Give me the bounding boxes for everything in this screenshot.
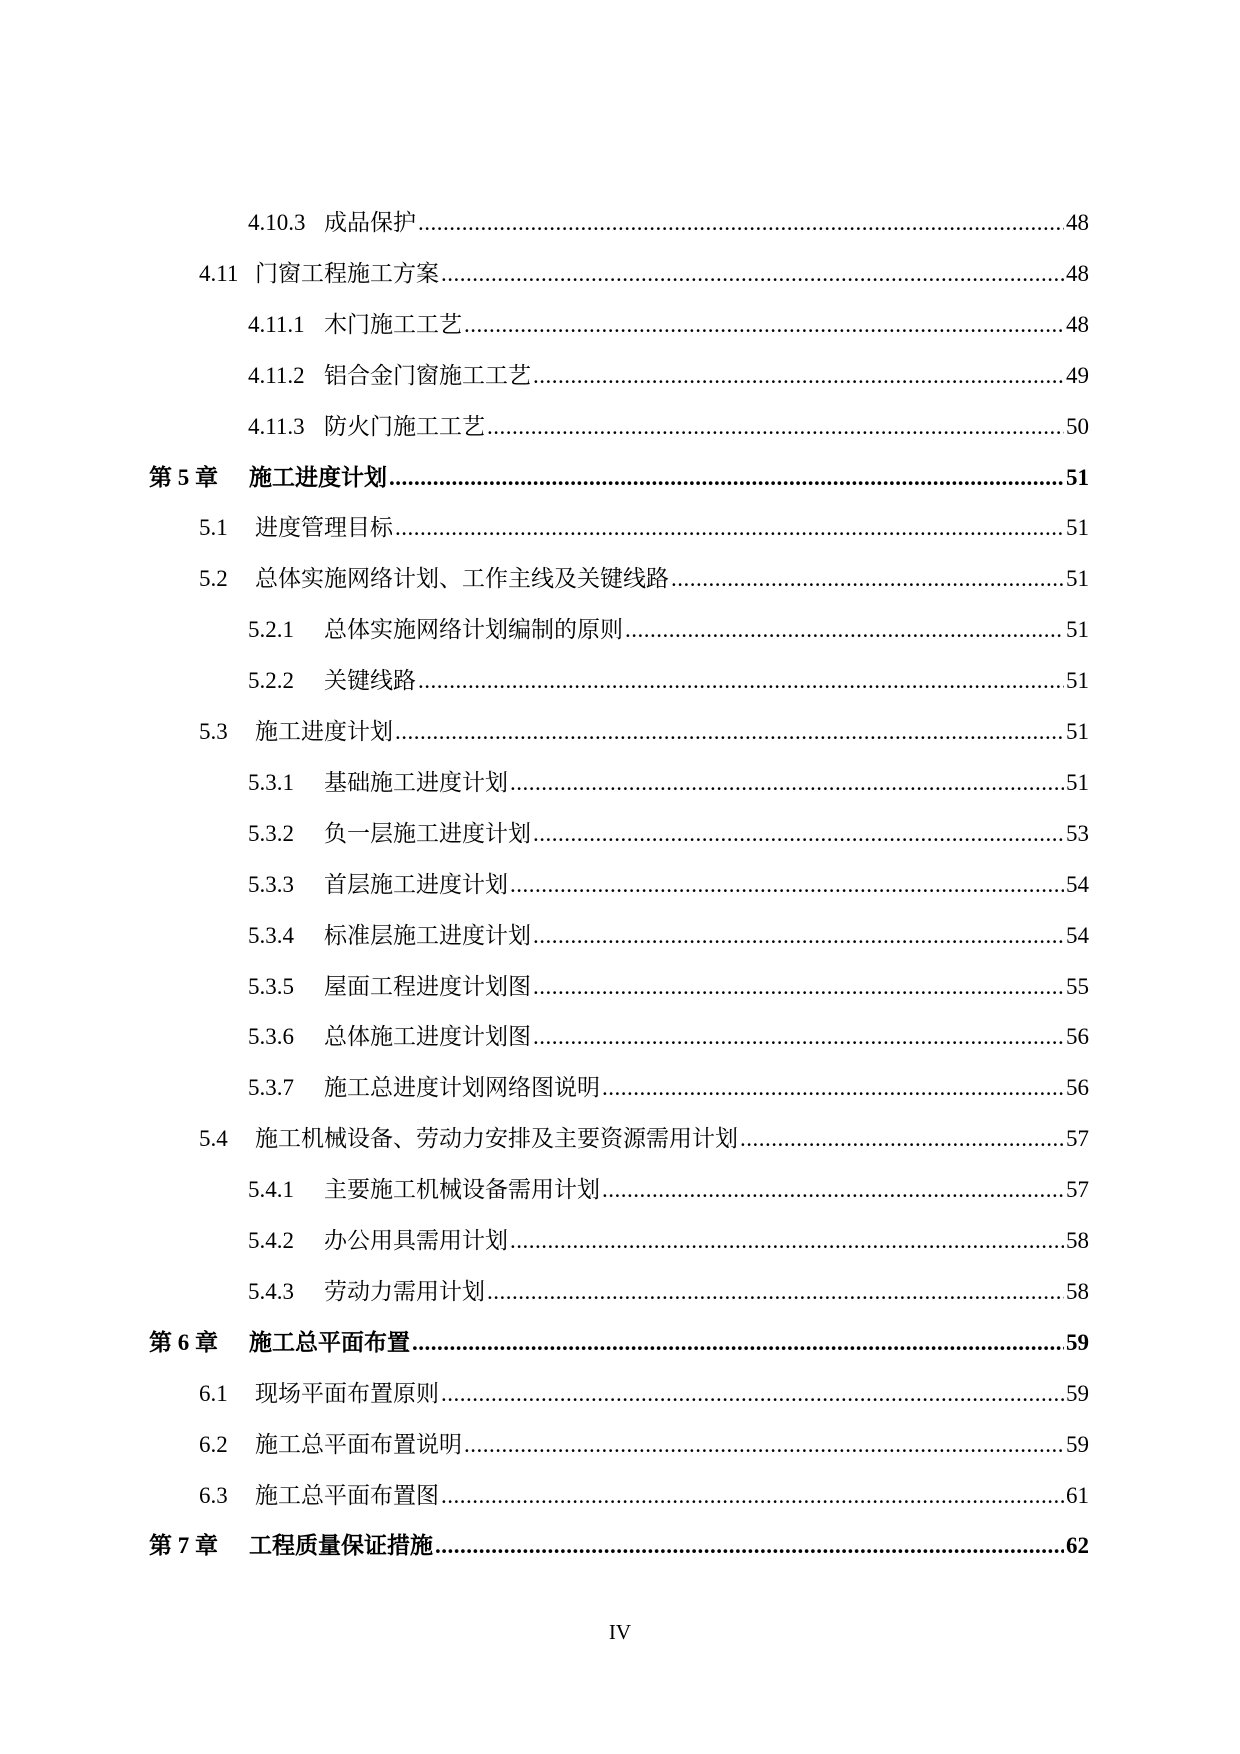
toc-leader-dots <box>671 564 1064 594</box>
toc-leader-dots <box>464 1430 1064 1460</box>
toc-leader-dots <box>602 1175 1064 1205</box>
toc-entry[interactable] <box>199 259 1089 289</box>
toc-entry-title: 施工进度计划 <box>255 719 393 744</box>
toc-leader-dots <box>533 361 1064 391</box>
toc-entry-number: 5.3.2 <box>248 820 294 846</box>
toc-entry-title: 基础施工进度计划 <box>324 769 508 795</box>
toc-entry-number: 5.3 <box>199 719 228 744</box>
toc-entry-page: 58 <box>1066 1278 1089 1304</box>
toc-entry-page: 59 <box>1066 1380 1089 1406</box>
toc-entry-number: 5.3.1 <box>248 769 294 795</box>
toc-leader-dots <box>533 972 1064 1002</box>
toc-entry[interactable] <box>248 1226 1089 1256</box>
toc-entry-page: 59 <box>1066 1329 1089 1355</box>
toc-entry-page: 51 <box>1066 769 1089 795</box>
toc-leader-dots <box>510 768 1064 798</box>
toc-entry-number: 6.2 <box>199 1431 228 1457</box>
toc-entry[interactable] <box>248 310 1089 340</box>
toc-leader-dots <box>418 208 1064 238</box>
toc-leader-dots <box>625 615 1064 645</box>
toc-leader-dots <box>441 1379 1064 1409</box>
toc-entry-title: 进度管理目标 <box>255 515 393 541</box>
toc-entry[interactable] <box>248 615 1089 645</box>
toc-entry-title: 屋面工程进度计划图 <box>324 973 531 999</box>
toc-entry-number: 5.2 <box>199 566 228 592</box>
toc-leader-dots <box>395 513 1064 543</box>
toc-entry[interactable] <box>199 564 1089 594</box>
toc-entry-number: 5.3.6 <box>248 1024 294 1050</box>
toc-entry-title: 标准层施工进度计划 <box>324 922 531 948</box>
toc-entry-title: 施工总进度计划网络图说明 <box>324 1075 600 1101</box>
toc-entry-number: 5.3.7 <box>248 1075 294 1101</box>
toc-entry-number: 5.4 <box>199 1126 228 1152</box>
toc-chapter-entry[interactable] <box>149 1531 1089 1561</box>
toc-entry-title: 总体实施网络计划编制的原则 <box>324 617 623 643</box>
toc-entry-title: 门窗工程施工方案 <box>255 260 439 286</box>
toc-leader-dots <box>487 1277 1064 1307</box>
toc-entry-title: 办公用具需用计划 <box>324 1228 508 1253</box>
toc-entry-number: 5.4.1 <box>248 1177 294 1203</box>
toc-entry-title: 施工进度计划 <box>249 464 387 490</box>
toc-entry[interactable] <box>248 921 1089 951</box>
toc-entry-page: 61 <box>1066 1482 1089 1508</box>
toc-entry-title: 主要施工机械设备需用计划 <box>324 1177 600 1203</box>
toc-entry[interactable] <box>248 972 1089 1002</box>
toc-entry-number: 6.3 <box>199 1482 228 1508</box>
toc-entry-title: 防火门施工工艺 <box>324 413 485 439</box>
toc-entry-page: 51 <box>1066 617 1089 643</box>
toc-leader-dots <box>487 412 1064 442</box>
toc-entry-page: 59 <box>1066 1431 1089 1457</box>
toc-entry-number: 5.2.2 <box>248 668 294 694</box>
toc-entry-page: 51 <box>1066 566 1089 592</box>
toc-entry[interactable] <box>248 412 1089 442</box>
toc-entry-page: 55 <box>1066 973 1089 999</box>
toc-entry[interactable] <box>199 1430 1089 1460</box>
toc-chapter-entry[interactable] <box>149 1328 1089 1358</box>
toc-entry-title: 工程质量保证措施 <box>249 1533 433 1559</box>
toc-entry-number: 4.11.3 <box>248 413 305 439</box>
toc-entry-number: 5.3.3 <box>248 871 294 897</box>
toc-entry-title: 施工总平面布置说明 <box>255 1431 462 1457</box>
toc-entry-title: 施工总平面布置 <box>249 1329 410 1355</box>
toc-entry-number: 5.1 <box>199 515 228 541</box>
toc-leader-dots <box>389 463 1064 493</box>
toc-entry-number: 4.11.2 <box>248 362 305 388</box>
toc-chapter-entry[interactable] <box>149 463 1089 493</box>
toc-entry-page: 54 <box>1066 871 1089 897</box>
toc-leader-dots <box>740 1124 1064 1154</box>
toc-leader-dots <box>412 1328 1064 1358</box>
toc-entry[interactable] <box>248 666 1089 696</box>
toc-entry-title: 木门施工工艺 <box>324 311 462 337</box>
toc-entry[interactable] <box>248 1022 1089 1052</box>
toc-entry-title: 成品保护 <box>324 210 416 235</box>
toc-leader-dots <box>510 1226 1064 1256</box>
toc-entry-page: 48 <box>1066 311 1089 337</box>
toc-entry-number: 5.3.4 <box>248 922 294 948</box>
toc-entry-page: 56 <box>1066 1075 1089 1101</box>
toc-entry-number: 6.1 <box>199 1380 228 1406</box>
toc-entry[interactable] <box>248 1073 1089 1103</box>
toc-entry[interactable] <box>199 513 1089 543</box>
toc-entry-title: 总体实施网络计划、工作主线及关键线路 <box>255 566 669 592</box>
toc-entry-page: 53 <box>1066 820 1089 846</box>
toc-leader-dots <box>464 310 1064 340</box>
toc-leader-dots <box>435 1531 1064 1561</box>
toc-entry-page: 51 <box>1066 668 1089 694</box>
toc-leader-dots <box>441 259 1064 289</box>
toc-leader-dots <box>510 870 1064 900</box>
toc-entry-number: 第 5 章 <box>149 464 218 490</box>
toc-entry-title: 施工总平面布置图 <box>255 1482 439 1508</box>
toc-entry-page: 51 <box>1066 719 1089 744</box>
toc-leader-dots <box>395 717 1064 747</box>
toc-entry[interactable] <box>248 208 1089 238</box>
toc-entry-number: 5.4.2 <box>248 1228 294 1253</box>
toc-entry-page: 57 <box>1066 1177 1089 1203</box>
toc-entry-page: 57 <box>1066 1126 1089 1152</box>
toc-leader-dots <box>418 666 1064 696</box>
toc-entry-number: 5.3.5 <box>248 973 294 999</box>
toc-entry-title: 关键线路 <box>324 668 416 694</box>
toc-leader-dots <box>533 1022 1064 1052</box>
toc-leader-dots <box>441 1481 1064 1511</box>
toc-entry[interactable] <box>199 717 1089 747</box>
toc-entry-page: 49 <box>1066 362 1089 388</box>
toc-entry[interactable] <box>248 1277 1089 1307</box>
toc-entry[interactable] <box>248 361 1089 391</box>
toc-entry-number: 第 6 章 <box>149 1329 218 1355</box>
toc-leader-dots <box>602 1073 1064 1103</box>
toc-entry[interactable] <box>199 1124 1089 1154</box>
toc-leader-dots <box>533 921 1064 951</box>
toc-entry-title: 负一层施工进度计划 <box>324 820 531 846</box>
toc-entry-title: 施工机械设备、劳动力安排及主要资源需用计划 <box>255 1126 738 1152</box>
toc-entry-number: 5.2.1 <box>248 617 294 643</box>
toc-entry[interactable] <box>248 1175 1089 1205</box>
toc-entry-title: 首层施工进度计划 <box>324 871 508 897</box>
toc-entry[interactable] <box>199 1379 1089 1409</box>
toc-entry[interactable] <box>199 1481 1089 1511</box>
toc-entry[interactable] <box>248 819 1089 849</box>
toc-entry-number: 4.10.3 <box>248 210 306 235</box>
toc-entry[interactable] <box>248 870 1089 900</box>
toc-leader-dots <box>533 819 1064 849</box>
page-number: IV <box>608 1620 632 1644</box>
toc-entry-number: 5.4.3 <box>248 1278 294 1304</box>
toc-entry-page: 56 <box>1066 1024 1089 1050</box>
toc-entry-page: 54 <box>1066 922 1089 948</box>
toc-entry-number: 4.11 <box>199 260 239 286</box>
toc-entry-title: 劳动力需用计划 <box>324 1278 485 1304</box>
toc-entry-page: 50 <box>1066 413 1089 439</box>
toc-entry-page: 58 <box>1066 1228 1089 1253</box>
toc-entry-number: 第 7 章 <box>149 1533 218 1559</box>
toc-entry-title: 总体施工进度计划图 <box>324 1024 531 1050</box>
toc-entry-number: 4.11.1 <box>248 311 305 337</box>
toc-entry-title: 铝合金门窗施工工艺 <box>324 362 531 388</box>
toc-entry-page: 51 <box>1066 515 1089 541</box>
toc-entry-page: 48 <box>1066 210 1089 235</box>
toc-entry[interactable] <box>248 768 1089 798</box>
toc-entry-page: 51 <box>1066 464 1089 490</box>
toc-entry-page: 48 <box>1066 260 1089 286</box>
toc-entry-title: 现场平面布置原则 <box>255 1380 439 1406</box>
toc-entry-page: 62 <box>1066 1533 1089 1559</box>
